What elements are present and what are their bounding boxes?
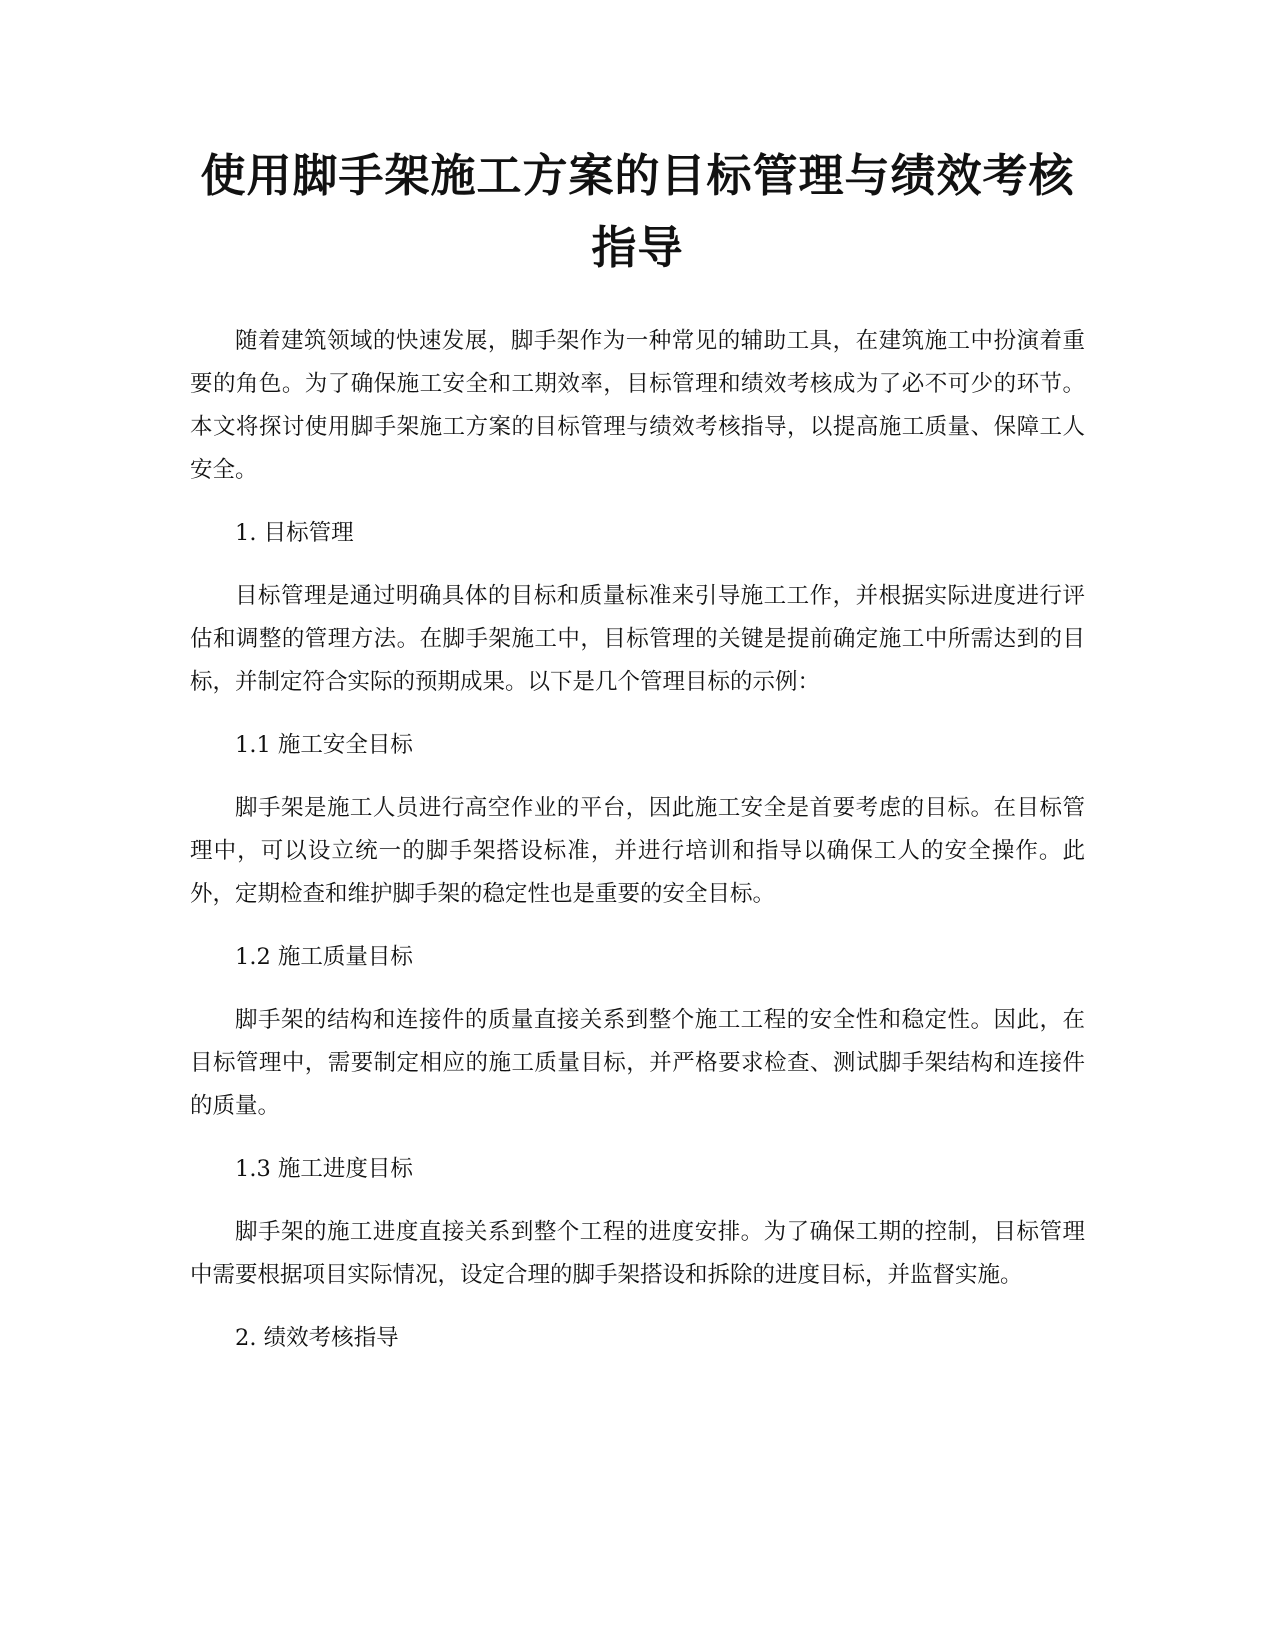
subsection-1-1-paragraph: 脚手架是施工人员进行高空作业的平台，因此施工安全是首要考虑的目标。在目标管理中，可以设立统一的脚手架搭设标准，并进行培训和指导以确保工人的安全操作。此外，定期检查和维护脚手架的稳定性也是重要的安全目标。	[190, 795, 1085, 907]
subsection-1-3-paragraph: 脚手架的施工进度直接关系到整个工程的进度安排。为了确保工期的控制，目标管理中需要根据项目实际情况，设定合理的脚手架搭设和拆除的进度目标，并监督实施。	[190, 1219, 1085, 1288]
subsection-heading-1-1: 1.1 施工安全目标	[235, 732, 413, 758]
document-title	[190, 140, 1085, 284]
document-body	[190, 320, 1085, 1360]
section-1-paragraph: 目标管理是通过明确具体的目标和质量标准来引导施工工作，并根据实际进度进行评估和调整的管理方法。在脚手架施工中，目标管理的关键是提前确定施工中所需达到的目标，并制定符合实际的预期成果。以下是几个管理目标的示例：	[190, 583, 1085, 695]
subsection-heading-1-2: 1.2 施工质量目标	[235, 944, 413, 970]
document-content	[190, 140, 1085, 1380]
section-heading-2: 2. 绩效考核指导	[235, 1325, 399, 1351]
intro-paragraph: 随着建筑领域的快速发展，脚手架作为一种常见的辅助工具，在建筑施工中扮演着重要的角色。为了确保施工安全和工期效率，目标管理和绩效考核成为了必不可少的环节。本文将探讨使用脚手架施工方案的目标管理与绩效考核指导，以提高施工质量、保障工人安全。	[190, 328, 1085, 483]
subsection-heading-1-3: 1.3 施工进度目标	[235, 1156, 413, 1182]
section-heading-1: 1. 目标管理	[235, 520, 354, 546]
document-title-line-1: 使用脚手架施工方案的目标管理与绩效考核	[200, 149, 1075, 202]
document-title-line-2: 指导	[591, 221, 684, 274]
subsection-1-2-paragraph: 脚手架的结构和连接件的质量直接关系到整个施工工程的安全性和稳定性。因此，在目标管理中，需要制定相应的施工质量目标，并严格要求检查、测试脚手架结构和连接件的质量。	[190, 1007, 1085, 1119]
